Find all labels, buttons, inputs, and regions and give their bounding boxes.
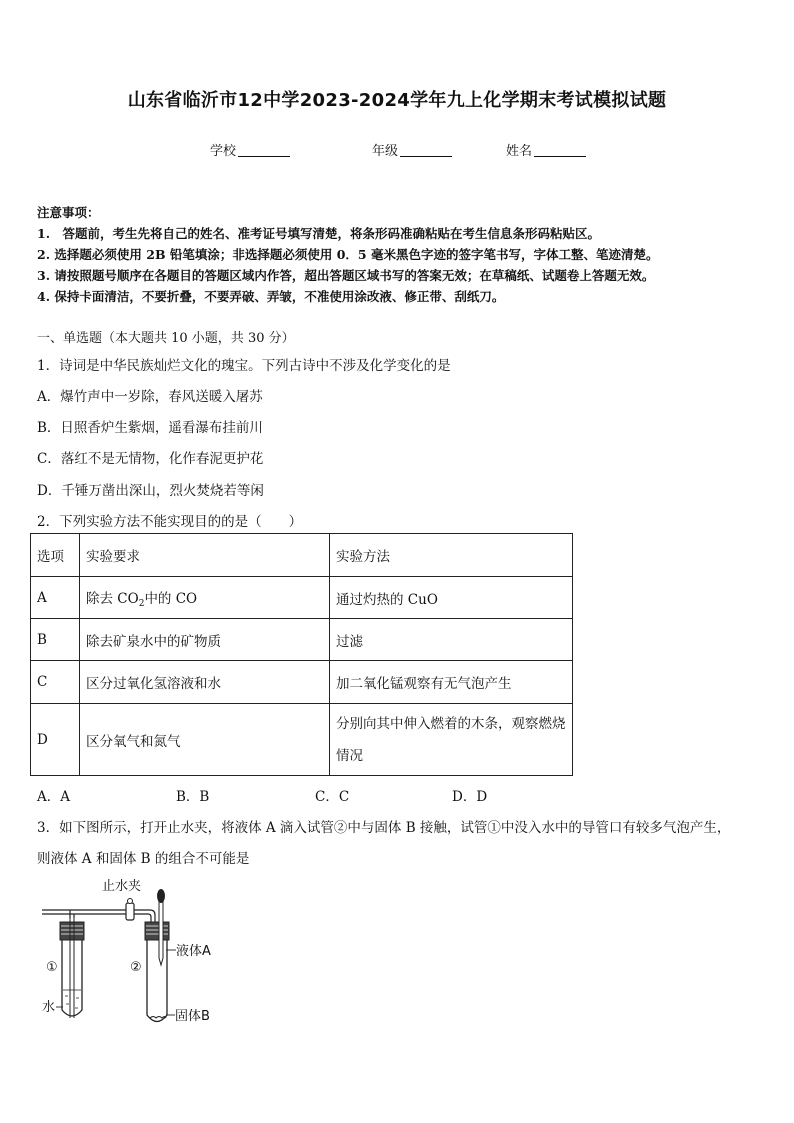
row-requirement: 除去矿泉水中的矿物质: [80, 619, 330, 661]
q1-option-b: B．日照香炉生紫烟，遥看瀑布挂前川: [37, 420, 263, 436]
table-row: [31, 619, 573, 661]
liquid-a-label: 液体A: [176, 944, 211, 959]
q1-option-c: C．落红不是无情物，化作春泥更护花: [37, 451, 264, 467]
row-method: 通过灼热的 CuO: [330, 577, 573, 619]
section-heading: 一、单选题（本大题共 10 小题，共 30 分）: [37, 331, 295, 346]
notice-heading: 注意事项：: [37, 205, 100, 220]
q1-option-a: A．爆竹声中一岁除，春风送暖入屠苏: [37, 389, 263, 405]
school-label: 学校: [210, 144, 237, 159]
q2-answer-d: D．D: [452, 789, 488, 805]
row-method: 加二氧化锰观察有无气泡产生: [330, 661, 573, 704]
stopper-2: [145, 922, 169, 940]
notice-item-3: 3. 请按照题号顺序在各题目的答题区域内作答，超出答题区域书写的答案无效；在草稿纸、试题卷上答题无效。: [37, 268, 655, 283]
dropper-bulb: [157, 889, 165, 903]
row-option: A: [31, 577, 80, 619]
q2-answer-c: C．C: [315, 789, 350, 805]
school-field: [210, 140, 290, 159]
water-label: 水: [42, 1000, 56, 1015]
grade-blank[interactable]: [400, 144, 452, 157]
school-blank[interactable]: [238, 144, 290, 157]
stopper-1: [60, 922, 84, 940]
name-blank[interactable]: [534, 144, 586, 157]
q3-stem-line1: 3．如下图所示，打开止水夹，将液体 A 滴入试管②中与固体 B 接触，试管①中没入水中的导管口有较多气泡产生，: [37, 820, 731, 836]
name-field: [506, 140, 586, 159]
notice-item-1: 1. 答题前，考生先将自己的姓名、准考证号填写清楚，将条形码准确粘贴在考生信息条形码粘贴区。: [37, 226, 601, 241]
q1-option-d: D．千锤万凿出深山，烈火焚烧若等闲: [37, 483, 264, 499]
table-row: [31, 577, 573, 619]
q3-stem-line2: 则液体 A 和固体 B 的组合不可能是: [37, 851, 250, 867]
notice-item-2: 2. 选择题必须使用 2B 铅笔填涂；非选择题必须使用 0．5 毫米黑色字迹的签字笔书写，字体工整、笔迹清楚。: [37, 247, 659, 262]
grade-label: 年级: [372, 144, 399, 159]
notice-item-4: 4. 保持卡面清洁，不要折叠，不要弄破、弄皱，不准使用涂改液、修正带、刮纸刀。: [37, 289, 505, 304]
q1-stem: 1．诗词是中华民族灿烂文化的瑰宝。下列古诗中不涉及化学变化的是: [37, 358, 451, 374]
row-option: B: [31, 619, 80, 661]
header-requirement: 实验要求: [80, 534, 330, 577]
left-tube: [42, 910, 130, 914]
row-option: C: [31, 661, 80, 704]
clamp-label: 止水夹: [102, 879, 142, 894]
q2-stem: 2．下列实验方法不能实现目的的是（ ）: [37, 514, 303, 530]
q2-table: [30, 533, 573, 776]
header-method: 实验方法: [330, 534, 573, 577]
row-method: 分别向其中伸入燃着的木条，观察燃烧情况: [330, 704, 573, 776]
row-requirement: 除去 $CO_2$中的 CO: [80, 577, 330, 619]
table-row: [31, 704, 573, 776]
row-requirement: 区分氧气和氮气: [80, 704, 330, 776]
table-row: [31, 661, 573, 704]
page-title: 山东省临沂市12中学2023-2024学年九上化学期末考试模拟试题: [127, 90, 667, 111]
solid-b-label: 固体B: [175, 1009, 210, 1024]
clamp-icon: [126, 903, 134, 920]
apparatus-diagram: [30, 870, 250, 1030]
row-option: D: [31, 704, 80, 776]
row-requirement: 区分过氧化氢溶液和水: [80, 661, 330, 704]
tube1-label: ①: [46, 960, 58, 975]
row-method: 过滤: [330, 619, 573, 661]
dropper-icon: [159, 900, 163, 965]
q2-answer-a: A．A: [37, 789, 70, 805]
q2-answer-b: B．B: [176, 789, 210, 805]
header-option: 选项: [31, 534, 80, 577]
tube2-label: ②: [130, 960, 142, 975]
table-header-row: [31, 534, 573, 577]
grade-field: [372, 140, 452, 159]
name-label: 姓名: [506, 144, 533, 159]
